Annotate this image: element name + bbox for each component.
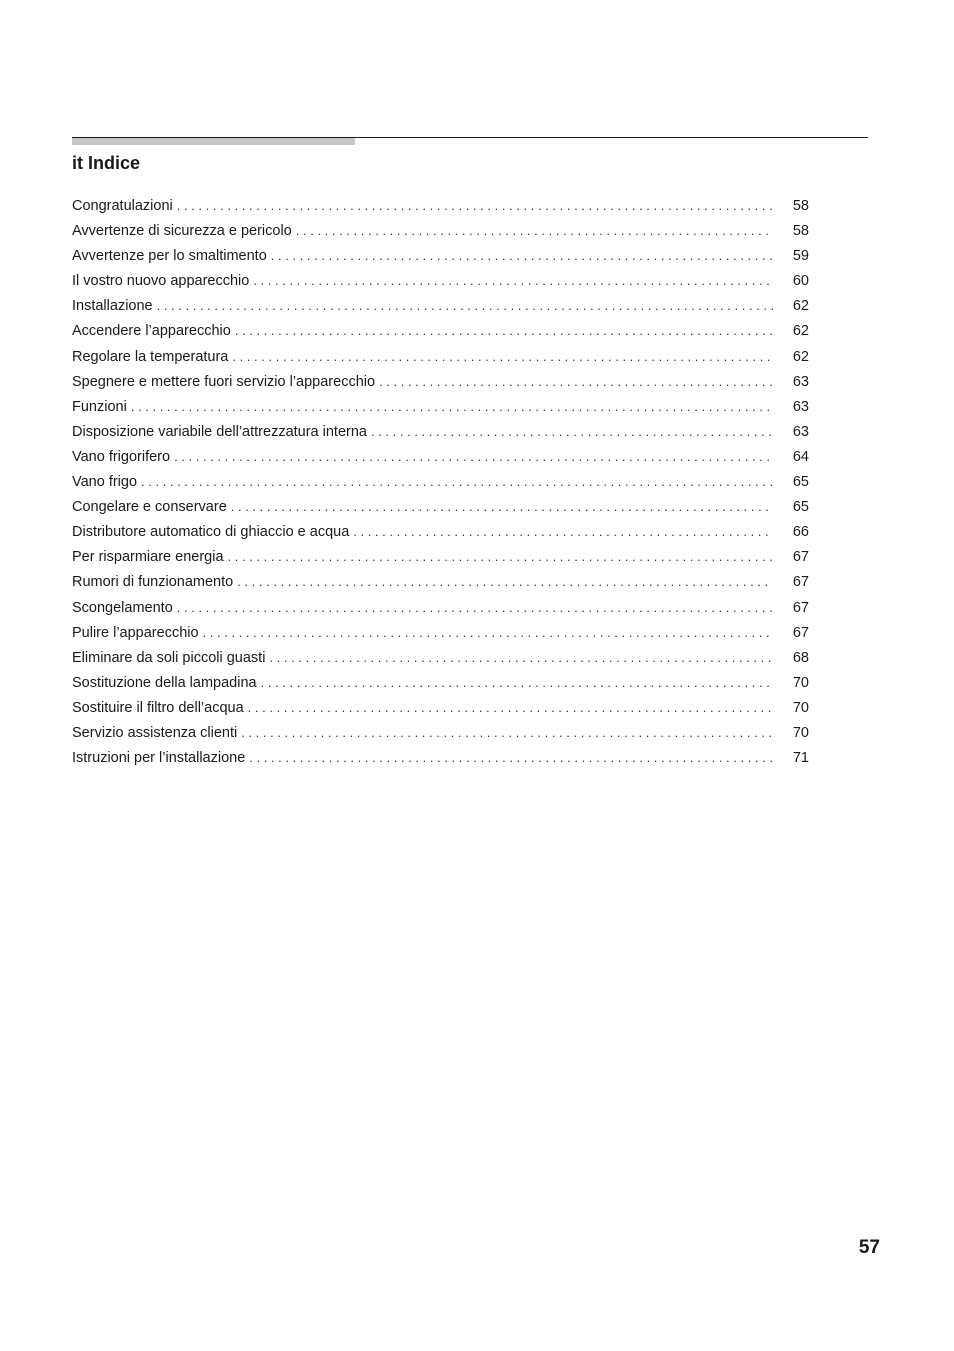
- toc-entry-title: Sostituire il filtro dell’acqua: [72, 699, 244, 716]
- toc-entry[interactable]: [72, 295, 809, 320]
- toc-entry[interactable]: [72, 245, 809, 270]
- toc-entry-page: 65: [792, 474, 809, 491]
- table-of-contents: [72, 195, 809, 772]
- toc-entry-title: Sostituzione della lampadina: [72, 674, 257, 691]
- toc-entry[interactable]: [72, 446, 809, 471]
- toc-entry[interactable]: [72, 496, 809, 521]
- toc-entry[interactable]: [72, 546, 809, 571]
- toc-entry-title: Per risparmiare energia: [72, 549, 224, 566]
- toc-entry-page: 66: [792, 524, 809, 541]
- toc-entry-title: Congelare e conservare: [72, 499, 227, 516]
- toc-entry-title: Spegnere e mettere fuori servizio l’apparecchio: [72, 373, 376, 390]
- toc-entry-title: Istruzioni per l’installazione: [72, 750, 246, 767]
- toc-dot-leader: [296, 220, 773, 241]
- toc-dot-leader: [271, 245, 773, 266]
- toc-dot-leader: [269, 647, 773, 668]
- toc-entry-title: Distributore automatico di ghiaccio e acqua: [72, 524, 350, 541]
- toc-entry-title: Congratulazioni: [72, 198, 173, 214]
- header-rule-bar: [72, 138, 355, 145]
- toc-entry-title: Il vostro nuovo apparecchio: [72, 273, 250, 290]
- toc-dot-leader: [249, 747, 773, 768]
- toc-entry-title: Accendere l’apparecchio: [72, 323, 231, 340]
- toc-entry-title: Vano frigorifero: [72, 448, 171, 465]
- toc-entry[interactable]: [72, 521, 809, 546]
- toc-entry[interactable]: [72, 320, 809, 345]
- toc-dot-leader: [231, 496, 773, 517]
- toc-dot-leader: [248, 697, 773, 718]
- page-number: 57: [858, 1237, 880, 1258]
- toc-entry[interactable]: [72, 270, 809, 295]
- toc-entry[interactable]: [72, 647, 809, 672]
- toc-dot-leader: [353, 521, 773, 542]
- toc-entry-title: Pulire l’apparecchio: [72, 624, 199, 641]
- toc-dot-leader: [177, 195, 773, 216]
- toc-entry-page: 67: [792, 549, 809, 566]
- toc-entry-page: 63: [792, 398, 809, 415]
- toc-entry-title: Funzioni: [72, 398, 127, 415]
- toc-dot-leader: [157, 295, 773, 316]
- toc-dot-leader: [237, 571, 773, 592]
- toc-entry[interactable]: [72, 722, 809, 747]
- toc-entry[interactable]: [72, 220, 809, 245]
- toc-entry-page: 67: [792, 599, 809, 616]
- toc-entry-page: 68: [792, 649, 809, 666]
- toc-entry-title: Eliminare da soli piccoli guasti: [72, 649, 266, 666]
- toc-entry-page: 70: [792, 674, 809, 691]
- toc-entry-page: 70: [792, 724, 809, 741]
- toc-entry-page: 63: [792, 373, 809, 390]
- toc-entry[interactable]: [72, 396, 809, 421]
- toc-entry[interactable]: [72, 421, 809, 446]
- toc-entry-page: 67: [792, 624, 809, 641]
- toc-entry-page: 70: [792, 699, 809, 716]
- toc-entry[interactable]: [72, 371, 809, 396]
- toc-entry-title: Disposizione variabile dell’attrezzatura interna: [72, 423, 367, 440]
- toc-entry-page: 65: [792, 499, 809, 516]
- toc-entry-title: Servizio assistenza clienti: [72, 724, 238, 741]
- toc-dot-leader: [253, 270, 773, 291]
- toc-entry-page: 59: [792, 248, 809, 265]
- toc-dot-leader: [203, 622, 773, 643]
- toc-entry[interactable]: [72, 346, 809, 371]
- toc-dot-leader: [261, 672, 773, 693]
- toc-entry-page: 58: [792, 198, 809, 214]
- toc-entry-title: Vano frigo: [72, 474, 138, 491]
- toc-entry-page: 67: [792, 574, 809, 591]
- toc-entry-page: 71: [792, 750, 809, 767]
- toc-entry[interactable]: [72, 672, 809, 697]
- toc-dot-leader: [241, 722, 773, 743]
- toc-entry[interactable]: [72, 747, 809, 772]
- toc-dot-leader: [174, 446, 773, 467]
- page-title: it Indice: [72, 153, 141, 173]
- toc-entry-title: Scongelamento: [72, 599, 173, 616]
- toc-entry-page: 60: [792, 273, 809, 290]
- toc-dot-leader: [228, 546, 773, 567]
- toc-entry-title: Avvertenze per lo smaltimento: [72, 248, 267, 265]
- toc-dot-leader: [141, 471, 773, 492]
- toc-entry-title: Rumori di funzionamento: [72, 574, 234, 591]
- toc-entry[interactable]: [72, 571, 809, 596]
- toc-entry[interactable]: [72, 697, 809, 722]
- toc-dot-leader: [131, 396, 773, 417]
- toc-entry-page: 64: [792, 448, 809, 465]
- toc-dot-leader: [379, 371, 773, 392]
- toc-entry-title: Regolare la temperatura: [72, 348, 229, 365]
- toc-entry[interactable]: [72, 195, 809, 220]
- toc-dot-leader: [177, 597, 773, 618]
- toc-entry-page: 63: [792, 423, 809, 440]
- toc-entry-page: 62: [792, 348, 809, 365]
- toc-entry[interactable]: [72, 622, 809, 647]
- toc-dot-leader: [371, 421, 773, 442]
- toc-entry[interactable]: [72, 597, 809, 622]
- toc-dot-leader: [235, 320, 773, 341]
- toc-entry[interactable]: [72, 471, 809, 496]
- toc-entry-title: Installazione: [72, 298, 153, 315]
- toc-entry-title: Avvertenze di sicurezza e pericolo: [72, 223, 292, 240]
- toc-entry-page: 62: [792, 323, 809, 340]
- toc-dot-leader: [232, 346, 773, 367]
- toc-entry-page: 62: [792, 298, 809, 315]
- toc-entry-page: 58: [792, 223, 809, 240]
